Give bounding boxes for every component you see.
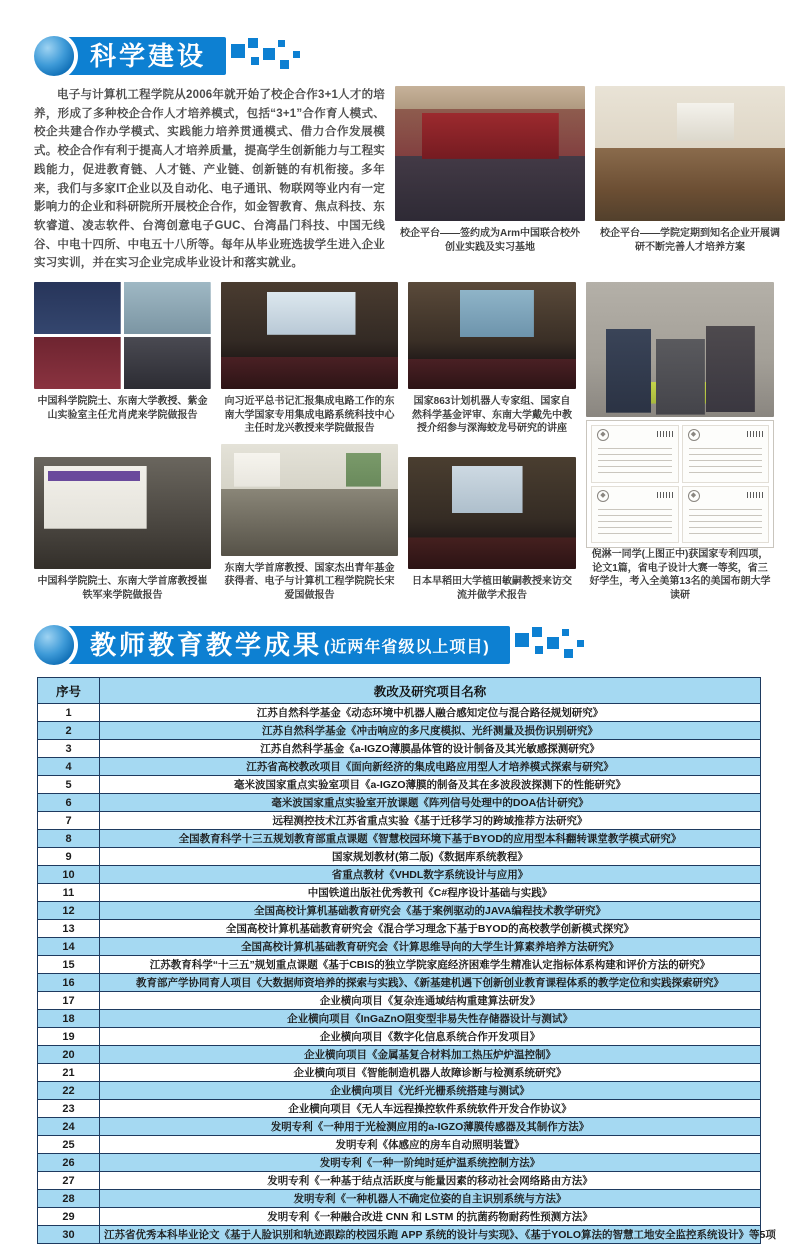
photo-column-1 bbox=[34, 282, 211, 609]
photo-three-students bbox=[586, 282, 774, 417]
table-row bbox=[38, 866, 761, 884]
pixel-mosaic-decoration bbox=[515, 627, 587, 663]
table-row bbox=[38, 704, 761, 722]
project-title: 国家规划教材(第二版)《数据库系统教程》 bbox=[100, 848, 761, 866]
project-title: 毫米波国家重点实验室项目《a-IGZO薄膜的制备及其在多波段波探测下的性能研究》 bbox=[100, 776, 761, 794]
photo-caption: 向习近平总书记汇报集成电路工作的东南大学国家专用集成电路系统科技中心主任时龙兴教授来学院做报告 bbox=[224, 396, 395, 435]
table-row bbox=[38, 830, 761, 848]
table-row bbox=[38, 1208, 761, 1226]
project-title: 发明专利《一种机器人不确定位姿的自主识别系统与方法》 bbox=[100, 1190, 761, 1208]
project-title: 全国高校计算机基础教育研究会《计算思维导向的大学生计算素养培养方法研究》 bbox=[100, 938, 761, 956]
table-row bbox=[38, 1136, 761, 1154]
patent-certificate: ◆ bbox=[682, 486, 770, 544]
project-title: 省重点教材《VHDL数字系统设计与应用》 bbox=[100, 866, 761, 884]
photo-caption: 校企平台——学院定期到知名企业开展调研不断完善人才培养方案 bbox=[600, 228, 780, 253]
row-number: 16 bbox=[38, 974, 100, 992]
row-number: 13 bbox=[38, 920, 100, 938]
photo-caption: 日本早稻田大学植田敏嗣教授来访交流并做学术报告 bbox=[412, 576, 572, 601]
section-header-science bbox=[34, 36, 799, 76]
row-number: 9 bbox=[38, 848, 100, 866]
table-row bbox=[38, 1046, 761, 1064]
intro-row bbox=[34, 86, 785, 273]
table-row bbox=[38, 1082, 761, 1100]
row-number: 20 bbox=[38, 1046, 100, 1064]
table-row bbox=[38, 1154, 761, 1172]
row-number: 14 bbox=[38, 938, 100, 956]
row-number: 6 bbox=[38, 794, 100, 812]
row-number: 28 bbox=[38, 1190, 100, 1208]
row-number: 15 bbox=[38, 956, 100, 974]
achievements-table-wrap bbox=[37, 677, 799, 1244]
table-row bbox=[38, 1226, 761, 1244]
row-number: 30 bbox=[38, 1226, 100, 1244]
table-row bbox=[38, 902, 761, 920]
table-row bbox=[38, 722, 761, 740]
row-number: 29 bbox=[38, 1208, 100, 1226]
table-row bbox=[38, 1010, 761, 1028]
photo-jiaolong-lecture bbox=[408, 282, 576, 389]
table-row bbox=[38, 812, 761, 830]
section-subtitle: (近两年省级以上项目) bbox=[324, 638, 490, 656]
intro-paragraph: 电子与计算机工程学院从2006年就开始了校企合作3+1人才的培养，形成了多种校企合作人才培养模式，包括“3+1”合作育人模式、校企共建合作办学模式、实践能力培养贯通模式、借力合作发展模式。校企合作有利于提高人才培养质量，提高学生创新能力与工程实践能力，促进教育链、人才链、产业链、创新链的有机衔接。多年来，我们与多家IT企业以及自动化、电子通讯、物联网等业内有一定影响力的企业和科研院所开展校企合作，如金智教育、焦点科技、东软睿道、凌志软件、台湾创意电子GUC、台湾晶门科技、中国无线谷、中电十四所、中电五十八所等。每年从毕业班选拔学生进入企业实习实训，并在实习企业完成毕业设计和落实就业。 bbox=[34, 89, 385, 270]
photo-card-enterprise-research bbox=[595, 86, 785, 273]
project-title: 企业横向项目《数字化信息系统合作开发项目》 bbox=[100, 1028, 761, 1046]
row-number: 8 bbox=[38, 830, 100, 848]
row-number: 10 bbox=[38, 866, 100, 884]
patent-certificate: ◆ bbox=[591, 425, 679, 483]
project-title: 发明专利《一种用于光检测应用的a-IGZO薄膜传感器及其制作方法》 bbox=[100, 1118, 761, 1136]
project-title: 江苏教育科学“十三五”规划重点课题《基于CBIS的独立学院家庭经济困难学生精准认定指标体系构建和评价方法的研究》 bbox=[100, 956, 761, 974]
project-title: 发明专利《一种一阶纯时延炉温系统控制方法》 bbox=[100, 1154, 761, 1172]
achievements-banner bbox=[62, 626, 510, 664]
project-title: 江苏自然科学基金《a-IGZO薄膜晶体管的设计制备及其光敏感探测研究》 bbox=[100, 740, 761, 758]
project-title: 企业横向项目《复杂连通域结构重建算法研发》 bbox=[100, 992, 761, 1010]
column-header-no: 序号 bbox=[38, 678, 100, 704]
photo-waseda-lecture bbox=[408, 457, 576, 569]
row-number: 7 bbox=[38, 812, 100, 830]
row-number: 1 bbox=[38, 704, 100, 722]
row-number: 27 bbox=[38, 1172, 100, 1190]
section-title: 科学建设 bbox=[90, 41, 207, 71]
photo-card-shi-longxing bbox=[221, 282, 398, 443]
project-title: 江苏自然科学基金《动态环境中机器人融合感知定位与混合路径规划研究》 bbox=[100, 704, 761, 722]
photo-card-waseda-professor bbox=[408, 457, 576, 609]
project-title: 企业横向项目《金属基复合材料加工热压炉炉温控制》 bbox=[100, 1046, 761, 1064]
photo-card-arm-signing bbox=[395, 86, 585, 273]
patent-certificate: ◆ bbox=[682, 425, 770, 483]
table-row bbox=[38, 956, 761, 974]
table-row bbox=[38, 1172, 761, 1190]
photo-column-student bbox=[586, 282, 774, 609]
project-title: 发明专利《一种融合改进 CNN 和 LSTM 的抗菌药物耐药性预测方法》 bbox=[100, 1208, 761, 1226]
table-header-row bbox=[38, 678, 761, 704]
table-row bbox=[38, 1118, 761, 1136]
section-title: 教师教育教学成果 bbox=[90, 630, 323, 661]
table-row bbox=[38, 1028, 761, 1046]
row-number: 3 bbox=[38, 740, 100, 758]
photo-arm-signing-ceremony bbox=[395, 86, 585, 221]
project-title: 全国教育科学十三五规划教育部重点课题《智慧校园环境下基于BYOD的应用型本科翻转课堂教学模式研究》 bbox=[100, 830, 761, 848]
table-row bbox=[38, 938, 761, 956]
table-row bbox=[38, 992, 761, 1010]
photo-lecture-hall-report bbox=[221, 282, 398, 389]
project-title: 江苏省优秀本科毕业论文《基于人脸识别和轨迹跟踪的校园乐跑 APP 系统的设计与实现》、《基于YOLO算法的智慧工地安全监控系统设计》等5项 bbox=[100, 1226, 761, 1244]
row-number: 5 bbox=[38, 776, 100, 794]
row-number: 21 bbox=[38, 1064, 100, 1082]
project-title: 发明专利《体感应的房车自动照明装置》 bbox=[100, 1136, 761, 1154]
patent-certificate: ◆ bbox=[591, 486, 679, 544]
photo-card-dai-xianzhong bbox=[408, 282, 576, 443]
row-number: 23 bbox=[38, 1100, 100, 1118]
project-title: 全国高校计算机基础教育研究会《基于案例驱动的JAVA编程技术教学研究》 bbox=[100, 902, 761, 920]
table-row bbox=[38, 1100, 761, 1118]
row-number: 22 bbox=[38, 1082, 100, 1100]
row-number: 2 bbox=[38, 722, 100, 740]
row-number: 25 bbox=[38, 1136, 100, 1154]
project-title: 中国铁道出版社优秀教刊《C#程序设计基础与实践》 bbox=[100, 884, 761, 902]
row-number: 24 bbox=[38, 1118, 100, 1136]
row-number: 26 bbox=[38, 1154, 100, 1172]
science-banner bbox=[62, 37, 226, 75]
photo-card-cui-tiejun bbox=[34, 457, 211, 609]
photo-card-you-xiaohu bbox=[34, 282, 211, 429]
project-title: 企业横向项目《InGaZnO阻变型非易失性存储器设计与测试》 bbox=[100, 1010, 761, 1028]
row-number: 19 bbox=[38, 1028, 100, 1046]
table-row bbox=[38, 848, 761, 866]
row-number: 12 bbox=[38, 902, 100, 920]
section-header-achievements bbox=[34, 625, 799, 665]
project-title: 教育部产学协同育人项目《大数据师资培养的探索与实践》、《新基建机遇下创新创业教育课程体系的教学定位和实践探索研究》 bbox=[100, 974, 761, 992]
sphere-bullet-icon bbox=[34, 625, 74, 665]
column-header-project: 教改及研究项目名称 bbox=[100, 678, 761, 704]
table-row bbox=[38, 776, 761, 794]
row-number: 18 bbox=[38, 1010, 100, 1028]
photo-caption: 中国科学院院士、东南大学首席教授崔铁军来学院做报告 bbox=[37, 576, 208, 601]
project-title: 企业横向项目《无人车远程操控软件系统软件开发合作协议》 bbox=[100, 1100, 761, 1118]
photo-caption: 东南大学首席教授、国家杰出青年基金获得者、电子与计算机工程学院院长宋爱国做报告 bbox=[224, 562, 395, 601]
project-title: 远程测控技术江苏省重点实验《基于迁移学习的跨域推荐方法研究》 bbox=[100, 812, 761, 830]
table-row bbox=[38, 758, 761, 776]
table-row bbox=[38, 794, 761, 812]
pixel-mosaic-decoration bbox=[231, 38, 303, 74]
project-title: 企业横向项目《光纤光栅系统搭建与测试》 bbox=[100, 1082, 761, 1100]
project-title: 全国高校计算机基础教育研究会《混合学习理念下基于BYOD的高校教学创新模式探究》 bbox=[100, 920, 761, 938]
achievements-table-body bbox=[38, 704, 776, 1244]
photo-column-2 bbox=[221, 282, 398, 609]
achievements-table bbox=[37, 677, 776, 1244]
row-number: 11 bbox=[38, 884, 100, 902]
photo-card-song-aiguo bbox=[221, 444, 398, 610]
photo-grid bbox=[34, 282, 785, 609]
photo-classroom-meeting bbox=[221, 444, 398, 556]
row-number: 4 bbox=[38, 758, 100, 776]
photo-caption: 中国科学院院士、东南大学教授、紫金山实验室主任尤肖虎来学院做报告 bbox=[37, 396, 208, 421]
photo-enterprise-meeting bbox=[595, 86, 785, 221]
project-title: 江苏省高校教改项目《面向新经济的集成电路应用型人才培养模式探索与研究》 bbox=[100, 758, 761, 776]
project-title: 发明专利《一种基于结点活跃度与能量因素的移动社会网络路由方法》 bbox=[100, 1172, 761, 1190]
sphere-bullet-icon bbox=[34, 36, 74, 76]
row-number: 17 bbox=[38, 992, 100, 1010]
project-title: 企业横向项目《智能制造机器人故障诊断与检测系统研究》 bbox=[100, 1064, 761, 1082]
photo-caption: 倪淋一同学(上图正中)获国家专利四项，论文1篇，省电子设计大赛一等奖，省三好学生，考入全美第13名的美国布朗大学读研 bbox=[589, 549, 771, 601]
photo-academician-collage bbox=[34, 282, 211, 389]
project-title: 江苏自然科学基金《冲击响应的多尺度模拟、光纤测量及损伤识别研究》 bbox=[100, 722, 761, 740]
table-row bbox=[38, 1190, 761, 1208]
patent-certificates-grid bbox=[586, 420, 774, 548]
table-row bbox=[38, 1064, 761, 1082]
photo-caption: 国家863计划机器人专家组、国家自然科学基金评审、东南大学戴先中教授介绍参与深海蛟龙号研究的讲座 bbox=[412, 396, 572, 435]
table-row bbox=[38, 920, 761, 938]
project-title: 毫米波国家重点实验室开放课题《阵列信号处理中的DOA估计研究》 bbox=[100, 794, 761, 812]
table-row bbox=[38, 974, 761, 992]
table-row bbox=[38, 884, 761, 902]
photo-caption: 校企平台——签约成为Arm中国联合校外创业实践及实习基地 bbox=[399, 228, 580, 253]
photo-lecture-purple-slide bbox=[34, 457, 211, 569]
table-row bbox=[38, 740, 761, 758]
photo-column-3 bbox=[408, 282, 576, 609]
